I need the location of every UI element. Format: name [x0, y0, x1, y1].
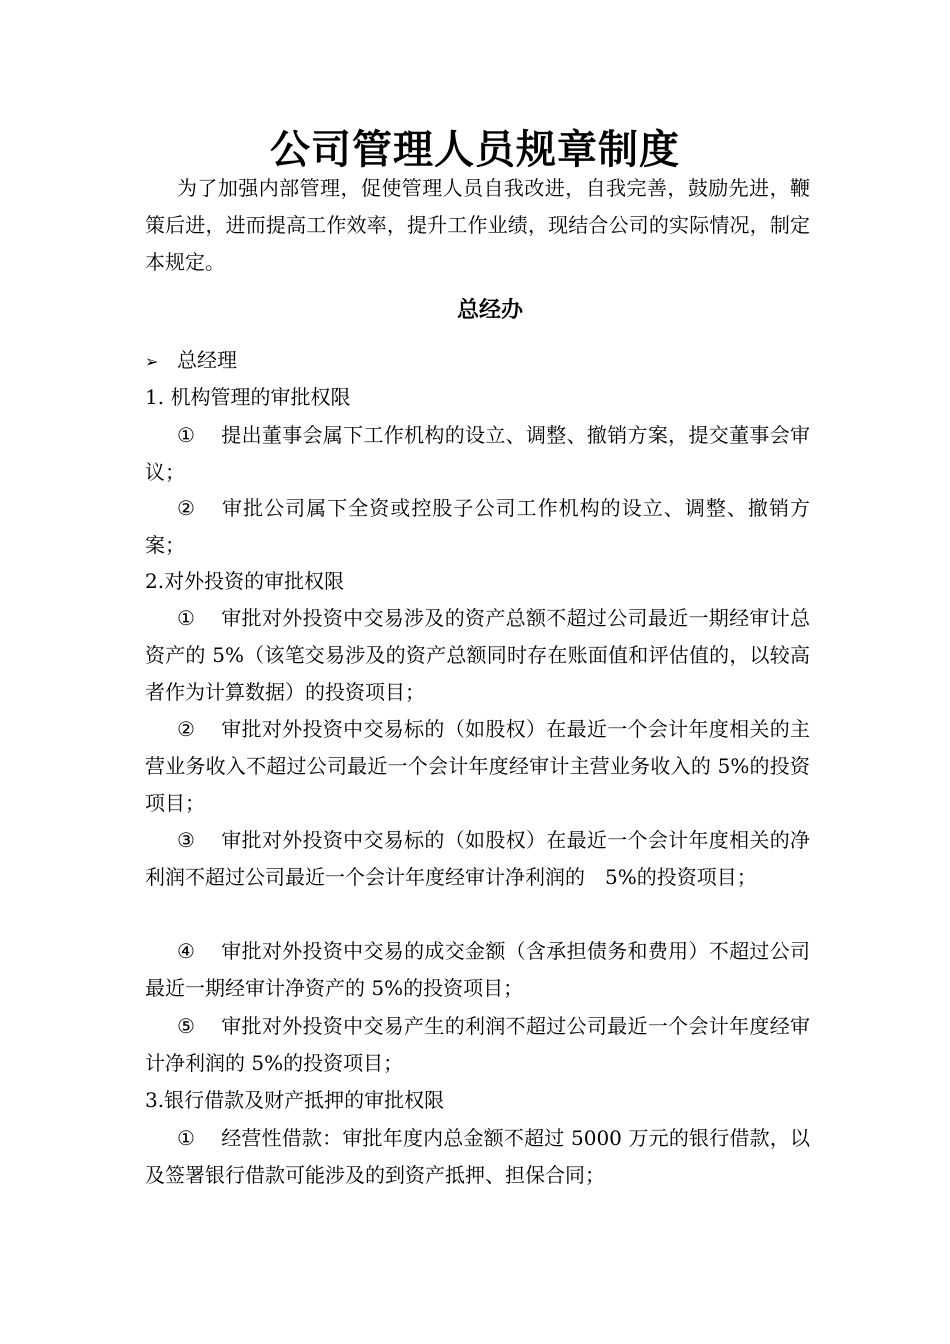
item-marker: ⑤	[177, 1014, 195, 1038]
list-item	[145, 822, 810, 896]
item-text: 提出董事会属下工作机构的设立、调整、撤销方案，提交董事会审议；	[145, 423, 810, 484]
subsection-heading: 1. 机构管理的审批权限	[145, 385, 351, 409]
item-text: 经营性借款：审批年度内总金额不超过 5000 万元的银行借款，以及签署银行借款可能涉及的到资产抵押、担保合同；	[145, 1126, 810, 1187]
list-item	[145, 490, 810, 564]
list-item	[145, 1120, 810, 1194]
list-item	[145, 933, 810, 1007]
item-text: 审批对外投资中交易标的（如股权）在最近一个会计年度相关的净利润不超过公司最近一个会计年度经审计净利润的 5%的投资项目；	[145, 828, 810, 889]
subsection-heading: 3.银行借款及财产抵押的审批权限	[145, 1088, 445, 1112]
item-marker: ①	[177, 1126, 195, 1150]
list-item	[145, 417, 810, 491]
item-marker: ③	[177, 828, 195, 852]
list-item	[145, 1008, 810, 1082]
item-text: 审批公司属下全资或控股子公司工作机构的设立、调整、撤销方案；	[145, 496, 810, 557]
item-marker: ②	[177, 717, 195, 741]
subsection-heading: 2.对外投资的审批权限	[145, 569, 345, 593]
document-title: 公司管理人员规章制度	[270, 126, 680, 173]
item-marker: ①	[177, 606, 195, 630]
list-item	[145, 711, 810, 822]
intro-paragraph: 为了加强内部管理，促使管理人员自我改进，自我完善，鼓励先进，鞭策后进，进而提高工作效率，提升工作业绩，现结合公司的实际情况，制定本规定。	[145, 176, 810, 274]
role-bullet	[145, 342, 237, 380]
item-text: 审批对外投资中交易涉及的资产总额不超过公司最近一期经审计总资产的 5%（该笔交易涉及的资产总额同时存在账面值和评估值的，以较高者作为计算数据）的投资项目；	[145, 606, 810, 704]
list-item	[145, 600, 810, 711]
item-text: 审批对外投资中交易标的（如股权）在最近一个会计年度相关的主营业务收入不超过公司最近一个会计年度经审计主营业务收入的 5%的投资项目；	[145, 717, 810, 815]
item-text: 审批对外投资中交易产生的利润不超过公司最近一个会计年度经审计净利润的 5%的投资项目；	[145, 1014, 810, 1075]
arrow-bullet-icon: ➢	[145, 352, 159, 371]
item-marker: ①	[177, 423, 195, 447]
item-marker: ②	[177, 496, 195, 520]
role-bullet-label: 总经理	[177, 348, 237, 372]
item-marker: ④	[177, 939, 195, 963]
section-heading: 总经办	[456, 297, 523, 323]
item-text: 审批对外投资中交易的成交金额（含承担债务和费用）不超过公司最近一期经审计净资产的 5%的投资项目；	[145, 939, 810, 1000]
